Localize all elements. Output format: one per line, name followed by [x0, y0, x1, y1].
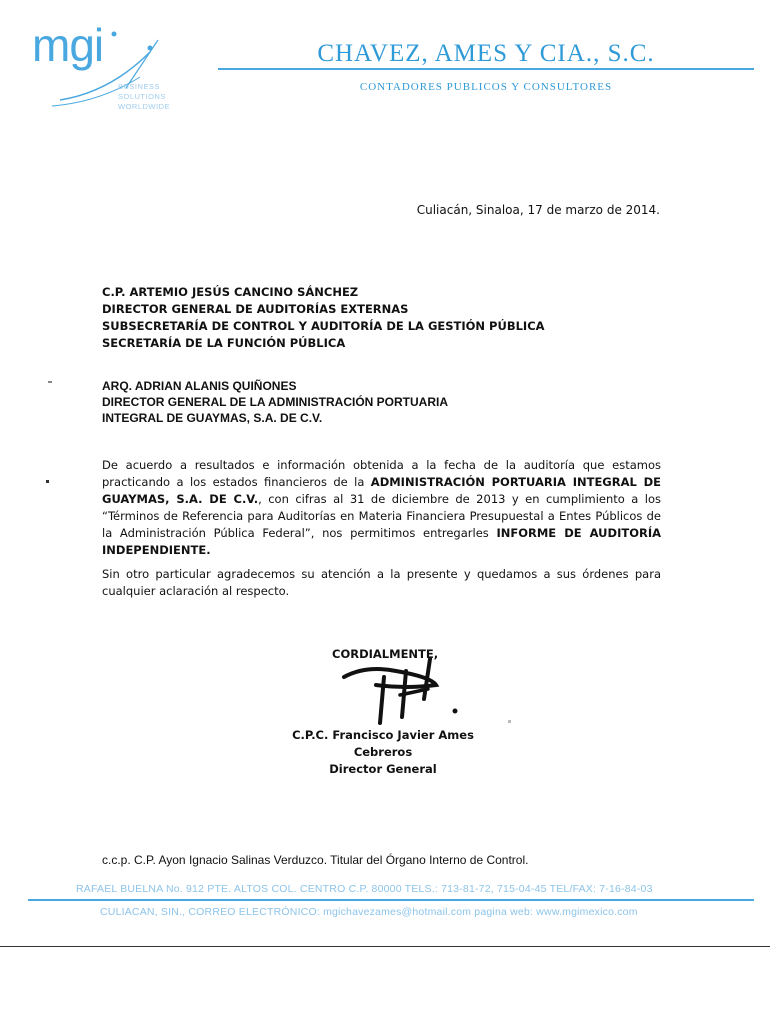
- carbon-copy-line: c.c.p. C.P. Ayon Ignacio Salinas Verduzco. Titular del Órgano Interno de Control.: [102, 853, 529, 867]
- header-divider: [218, 68, 754, 70]
- recipient-block-2: [102, 378, 448, 426]
- signer-title: Director General: [329, 762, 437, 776]
- company-logo: [30, 19, 200, 112]
- closing: CORDIALMENTE,: [332, 647, 439, 661]
- date-line: Culiacán, Sinaloa, 17 de marzo de 2014.: [416, 203, 660, 217]
- signer-name: C.P.C. Francisco Javier Ames Cebreros: [292, 728, 474, 759]
- signer-block: [272, 727, 494, 778]
- recipient-line: INTEGRAL DE GUAYMAS, S.A. DE C.V.: [102, 411, 323, 425]
- logo-tagline: BUSINESS SOLUTIONS WORLDWIDE: [118, 82, 170, 111]
- footer-contact: CULIACAN, SIN., CORREO ELECTRÓNICO: mgichavezames@hotmail.com pagina web: www.mgimexico.com: [100, 906, 638, 918]
- footer-address: RAFAEL BUELNA No. 912 PTE. ALTOS COL. CENTRO C.P. 80000 TELS.: 713-81-72, 715-04-45 TEL/FAX: 7-16-84-03: [76, 883, 653, 895]
- recipient-block-1: [102, 284, 545, 352]
- firm-name: CHAVEZ, AMES Y CIA., S.C.: [317, 40, 655, 67]
- body-paragraph-2: Sin otro particular agradecemos su atención a la presente y quedamos a sus órdenes para cualquier aclaración al respecto.: [102, 567, 661, 598]
- recipient-line: SECRETARÍA DE LA FUNCIÓN PÚBLICA: [102, 336, 346, 350]
- scan-speck: [46, 480, 49, 483]
- recipient-line: C.P. ARTEMIO JESÚS CANCINO SÁNCHEZ: [102, 285, 359, 299]
- page-edge-line: [0, 946, 770, 947]
- footer-divider: [28, 899, 754, 901]
- logo-text: mgi: [32, 19, 104, 71]
- handwritten-signature: [336, 655, 466, 730]
- recipient-line: SUBSECRETARÍA DE CONTROL Y AUDITORÍA DE LA GESTIÓN PÚBLICA: [102, 319, 545, 333]
- recipient-line: DIRECTOR GENERAL DE AUDITORÍAS EXTERNAS: [102, 302, 409, 316]
- scan-speck: [508, 720, 511, 723]
- recipient-line: ARQ. ADRIAN ALANIS QUIÑONES: [102, 379, 297, 393]
- body-paragraph-1: De acuerdo a resultados e información obtenida a la fecha de la auditoría que estamos practicando a los estados financieros de la ADMINISTRACIÓN PORTUARIA INTEGRAL DE GUAYMAS, S.A. DE C.V., con cifras al 31 de diciembre de 2013 y en cumplimiento a los “Términos de Referencia para Auditorías en Materia Financiera Presupuestal a Entes Públicos de la Administración Pública Federal”, nos permitimos entregarles INFORME DE AUDITORÍA INDEPENDIENTE.: [102, 458, 662, 557]
- recipient-line: DIRECTOR GENERAL DE LA ADMINISTRACIÓN PORTUARIA: [102, 395, 449, 409]
- scan-speck: [48, 381, 52, 383]
- firm-subtitle: CONTADORES PUBLICOS Y CONSULTORES: [359, 81, 613, 93]
